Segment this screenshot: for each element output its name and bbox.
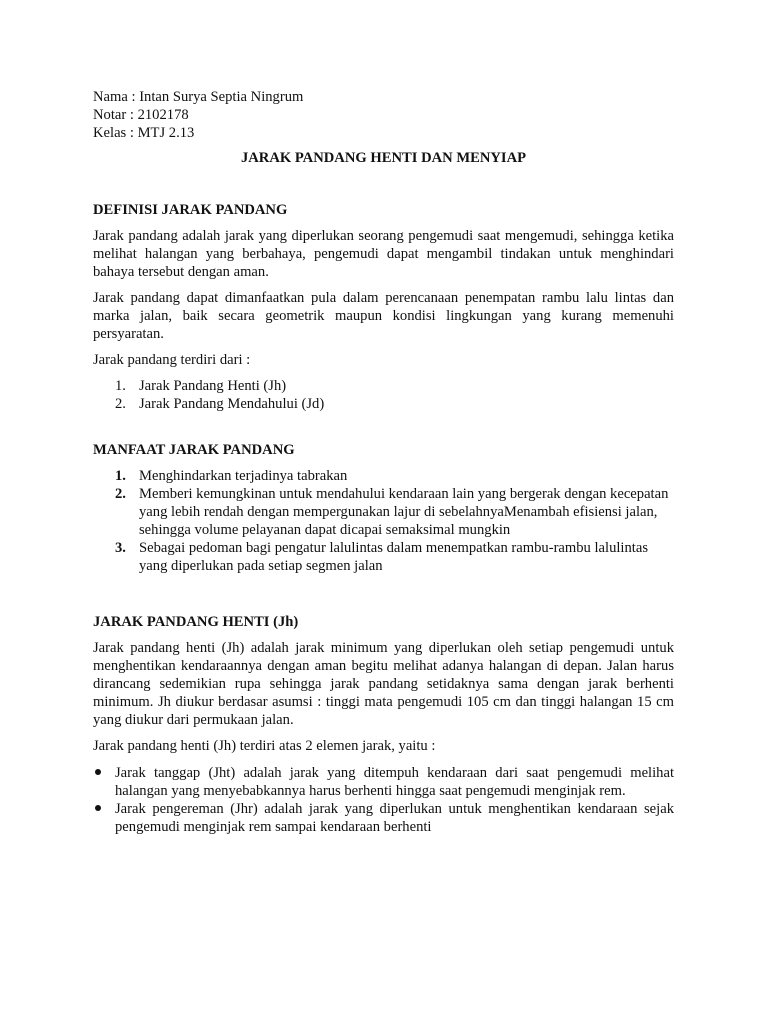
list-item-text: Menghindarkan terjadinya tabrakan	[139, 468, 348, 484]
section-heading-henti: JARAK PANDANG HENTI (Jh)	[93, 614, 299, 630]
definisi-paragraph-2: Jarak pandang dapat dimanfaatkan pula dalam perencanaan penempatan rambu lalu lintas dan marka jalan, baik secara geometrik maupun kondisi lingkungan yang kurang memenuhi persyaratan.	[93, 290, 674, 342]
list-item-text: Jarak pengereman (Jhr) adalah jarak yang diperlukan untuk menghentikan kendaraan sejak pengemudi menginjak rem sampai kendaraan berhenti	[115, 801, 674, 835]
bullet-icon	[95, 769, 101, 775]
list-number: 2.	[115, 396, 126, 412]
list-number: 1.	[115, 378, 126, 394]
list-item	[93, 800, 674, 836]
definisi-paragraph-1: Jarak pandang adalah jarak yang diperlukan seorang pengemudi saat mengemudi, sehingga ketika melihat halangan yang berbahaya, pengemudi dapat mengambil tindakan untuk menghindari bahaya tersebut dengan aman.	[93, 228, 674, 280]
list-item-text: Jarak Pandang Mendahului (Jd)	[139, 396, 325, 412]
henti-paragraph-1: Jarak pandang henti (Jh) adalah jarak minimum yang diperlukan oleh setiap pengemudi untuk menghentikan kendaraannya dengan aman begitu melihat adanya halangan di depan. Jalan harus dirancang sedemikian rupa sehingga jarak pandang setidaknya sama dengan jarak berhenti minimum. Jh diukur berdasar asumsi : tinggi mata pengemudi 105 cm dan tinggi halangan 15 cm yang diukur dari permukaan jalan.	[93, 640, 674, 728]
list-number: 2.	[115, 486, 126, 502]
henti-list	[93, 764, 674, 836]
document-title: JARAK PANDANG HENTI DAN MENYIAP	[240, 150, 527, 166]
list-number: 3.	[115, 540, 126, 556]
document-content	[93, 88, 674, 836]
henti-paragraph-2: Jarak pandang henti (Jh) terdiri atas 2 elemen jarak, yaitu :	[93, 738, 436, 754]
list-item	[93, 485, 674, 539]
list-item-text: Jarak tanggap (Jht) adalah jarak yang ditempuh kendaraan dari saat pengemudi melihat halangan yang menyebabkannya harus berhenti hingga saat pengemudi menginjak rem.	[115, 765, 674, 799]
student-notar: Notar : 2102178	[93, 107, 189, 123]
list-item-text: Jarak Pandang Henti (Jh)	[139, 378, 287, 394]
student-class: Kelas : MTJ 2.13	[93, 125, 195, 141]
student-name: Nama : Intan Surya Septia Ningrum	[93, 89, 304, 105]
bullet-icon	[95, 805, 101, 811]
section-heading-manfaat: MANFAAT JARAK PANDANG	[93, 442, 295, 458]
list-item	[93, 764, 674, 800]
definisi-list	[93, 377, 674, 413]
list-item-text: Memberi kemungkinan untuk mendahului kendaraan lain yang bergerak dengan kecepatan yang lebih rendah dengan mempergunakan lajur di sebelahnyaMenambah efisiensi jalan, sehingga volume pelayanan dapat dicapai semaksimal mungkin	[139, 486, 669, 538]
definisi-paragraph-3: Jarak pandang terdiri dari :	[93, 352, 251, 368]
list-item	[93, 395, 674, 413]
manfaat-list	[93, 467, 674, 575]
list-item	[93, 467, 674, 485]
list-item	[93, 539, 674, 575]
list-number: 1.	[115, 468, 126, 484]
list-item	[93, 377, 674, 395]
list-item-text: Sebagai pedoman bagi pengatur lalulintas dalam menempatkan rambu-rambu lalulintas yang diperlukan pada setiap segmen jalan	[139, 540, 648, 574]
section-heading-definisi: DEFINISI JARAK PANDANG	[93, 202, 288, 218]
